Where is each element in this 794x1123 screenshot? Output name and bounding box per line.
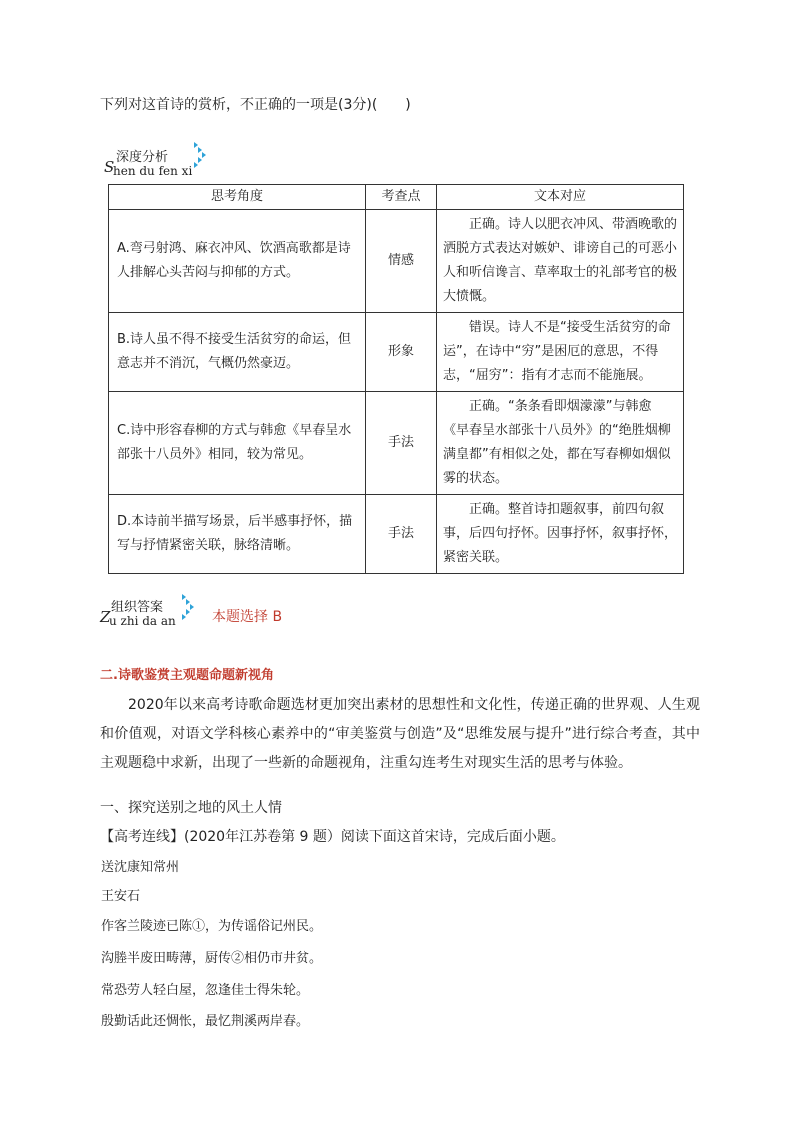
answer-header-label: 组织答案 xyxy=(111,600,164,615)
poem-line: 沟塍半废田畴薄，厨传②相仍市井贫。 xyxy=(101,951,323,966)
subsection-heading: 一、探究送别之地的风土人情 xyxy=(100,800,282,816)
answer-header-pinyin: u zhi da an xyxy=(109,614,176,628)
row-text: 正确。诗人以肥衣冲风、带酒晚歌的洒脱方式表达对嫉妒、诽谤自己的可恶小人和听信谗言、草率取士的礼部考官的极大愤慨。 xyxy=(437,210,684,313)
answer-section-header xyxy=(100,596,320,632)
table-row xyxy=(109,495,684,574)
header-angle: 思考角度 xyxy=(109,185,366,210)
answer-text: 本题选择 B xyxy=(212,609,283,625)
section-paragraph: 2020年以来高考诗歌命题选材更加突出素材的思想性和文化性，传递正确的世界观、人生观和价值观，对语文学科核心素养中的“审美鉴赏与创造”及“思维发展与提升”进行综合考查，其中主观题稳中求新，出现了一些新的命题视角，注重勾连考生对现实生活的思考与体验。 xyxy=(100,697,700,771)
table-row xyxy=(109,313,684,392)
row-point: 形象 xyxy=(366,313,437,392)
row-point: 手法 xyxy=(366,495,437,574)
poem-line: 常恐劳人轻白屋，忽逢佳士得朱轮。 xyxy=(101,983,310,998)
poem-line: 殷勤话此还惆怅，最忆荆溪两岸春。 xyxy=(101,1014,310,1029)
poem-author: 王安石 xyxy=(101,889,141,904)
analysis-header-letter: S xyxy=(104,158,115,176)
answer-header-letter: Z xyxy=(100,608,111,626)
triangle-arrows-icon xyxy=(182,594,202,618)
header-point: 考查点 xyxy=(366,185,437,210)
analysis-table xyxy=(108,184,684,574)
row-text: 正确。整首诗扣题叙事，前四句叙事，后四句抒怀。因事抒怀，叙事抒怀，紧密关联。 xyxy=(437,495,684,574)
poem-title: 送沈康知常州 xyxy=(101,860,180,875)
row-text: 错误。诗人不是“接受生活贫穷的命运”，在诗中“穷”是困厄的意思，不得志，“屈穷”：指有才志而不能施展。 xyxy=(437,313,684,392)
row-angle: A.弯弓射鸿、麻衣冲风、饮酒高歌都是诗人排解心头苦闷与抑郁的方式。 xyxy=(109,210,366,313)
analysis-header-pinyin: hen du fen xi xyxy=(113,164,193,178)
table-row xyxy=(109,392,684,495)
triangle-arrows-icon xyxy=(194,142,214,166)
poem-line: 作客兰陵迹已陈①，为传谣俗记州民。 xyxy=(101,919,323,934)
row-point: 情感 xyxy=(366,210,437,313)
table-header-row xyxy=(109,185,684,210)
analysis-section-header xyxy=(104,146,304,182)
section-title: 二.诗歌鉴赏主观题命题新视角 xyxy=(100,668,274,683)
row-point: 手法 xyxy=(366,392,437,495)
row-angle: D.本诗前半描写场景，后半感事抒怀，描写与抒情紧密关联，脉络清晰。 xyxy=(109,495,366,574)
header-text: 文本对应 xyxy=(437,185,684,210)
exam-link: 【高考连线】(2020年江苏卷第 9 题）阅读下面这首宋诗，完成后面小题。 xyxy=(100,829,565,845)
row-angle: C.诗中形容春柳的方式与韩愈《早春呈水部张十八员外》相同，较为常见。 xyxy=(109,392,366,495)
analysis-header-label: 深度分析 xyxy=(116,150,169,165)
question-prompt: 下列对这首诗的赏析，不正确的一项是(3分)( ) xyxy=(100,97,411,113)
row-angle: B.诗人虽不得不接受生活贫穷的命运，但意志并不消沉，气概仍然豪迈。 xyxy=(109,313,366,392)
row-text: 正确。“条条看即烟濛濛”与韩愈《早春呈水部张十八员外》的“绝胜烟柳满皇都”有相似之处，都在写春柳如烟似雾的状态。 xyxy=(437,392,684,495)
table-row xyxy=(109,210,684,313)
